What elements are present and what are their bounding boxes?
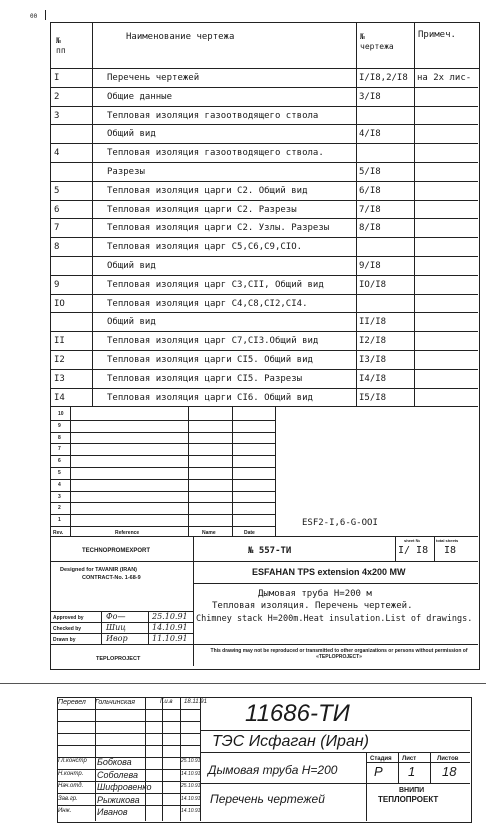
list-value: 1	[408, 764, 416, 779]
company: TECHNOPROMEXPORT	[82, 548, 151, 554]
row-sheet: 8/I8	[359, 223, 381, 234]
row-line	[50, 256, 478, 257]
stamp-title-1: Дымовая труба Н=200	[208, 763, 338, 777]
rev-number: 4	[58, 481, 61, 488]
row-number: 6	[54, 204, 60, 215]
row-sheet: I/I8,2/I8	[359, 73, 408, 83]
stamp-row-line	[57, 709, 200, 710]
row-title: Тепловая изоляция царг С5,С6,С9,СIO.	[107, 242, 303, 253]
rev-line	[50, 443, 275, 444]
stamp-date: 25.10.91	[181, 758, 201, 764]
row-number: I	[54, 73, 60, 83]
doc-code: ESF2-I,6-G-OOI	[302, 518, 378, 528]
rev-line	[50, 491, 275, 492]
rev-number: 5	[58, 470, 61, 476]
row-sheet: 5/I8	[359, 167, 381, 177]
total-sheets: I8	[444, 545, 457, 556]
row-line	[50, 275, 478, 276]
row-title: Общий вид	[107, 261, 156, 271]
stamp-line	[200, 730, 470, 731]
stamp-line	[200, 783, 366, 784]
rev-line	[50, 514, 275, 515]
row-title: Тепловая изоляция царги СI5. Разрезы	[107, 373, 303, 384]
row-title: Тепловая изоляция газоотводящего ствола	[107, 110, 319, 121]
row-title: Перечень чертежей	[107, 73, 200, 83]
approval-date: 11.10.91	[152, 634, 188, 643]
row-line	[50, 181, 478, 182]
rev-number: 6	[58, 458, 61, 465]
row-line	[50, 331, 478, 332]
num-col-header: № пп	[56, 36, 66, 55]
rev-line	[50, 526, 275, 527]
row-sheet: I2/I8	[359, 336, 387, 347]
row-line	[50, 87, 478, 88]
row-title: Тепловая изоляция царги С2. Разрезы	[107, 204, 297, 215]
list-label: Лист	[402, 756, 417, 762]
row-sheet: 6/I8	[359, 185, 381, 196]
row-number: I4	[54, 392, 65, 403]
approval-role: Approved by	[53, 615, 84, 621]
desc-en: Chimney stack H=200m.Heat insulation.List of drawings.	[196, 614, 473, 624]
translator-name: Гольчинская	[95, 699, 135, 706]
row-title: Тепловая изоляция царги С2. Общий вид	[107, 185, 308, 196]
translator-sign: Г.и.в	[160, 699, 173, 705]
row-title: Тепловая изоляция царги С2. Узлы. Разрезы	[107, 223, 330, 234]
row-sheet: II/I8	[359, 317, 387, 328]
stamp-col-line	[95, 697, 96, 821]
row-title: Общие данные	[107, 91, 173, 102]
row-number: 4	[54, 148, 60, 159]
row-title: Тепловая изоляция царг С4,С8,СI2,СI4.	[107, 298, 308, 309]
row-number: IO	[54, 298, 65, 309]
stage-value: Р	[374, 764, 383, 779]
stamp-line	[430, 752, 431, 783]
approval-signature: Ивор	[106, 634, 128, 643]
row-line	[50, 237, 478, 238]
rev-line	[50, 455, 275, 456]
row-sheet: 9/I8	[359, 261, 381, 271]
approval-date: 14.10.91	[152, 623, 188, 632]
row-number: 9	[54, 279, 60, 290]
stamp-date: 14.10.91	[181, 770, 201, 777]
doc-number: № 557-ТИ	[248, 546, 292, 556]
stamp-role: Зав.гр.	[58, 795, 78, 802]
stamp-name: Бобкова	[97, 757, 132, 767]
approval-role: Drawn by	[53, 637, 76, 643]
note-col-header: Примеч.	[418, 30, 456, 40]
row-line	[50, 294, 478, 295]
total-sheets-label: total sheets	[436, 538, 459, 543]
row-number: 3	[54, 110, 60, 121]
rev-number: 9	[58, 422, 61, 429]
row-line	[50, 106, 478, 107]
reference-label: Reference	[115, 530, 140, 536]
row-line	[50, 218, 478, 219]
stamp-col-line	[145, 697, 146, 821]
row-line	[50, 312, 478, 313]
rev-line	[50, 467, 275, 468]
rev-number: 10	[58, 411, 64, 417]
approval-signature: Шиц	[106, 623, 126, 632]
stamp-line	[366, 762, 470, 763]
crop-mark	[45, 10, 46, 20]
row-sheet: 4/I8	[359, 129, 381, 140]
stamp-name: Рыжикова	[97, 794, 140, 805]
rev-number: 1	[58, 517, 61, 524]
row-title: Тепловая изоляция газоотводящего ствола.	[107, 148, 324, 159]
project-title: ESFAHAN TPS extension 4x200 MW	[252, 567, 406, 577]
copyright-notice: This drawing may not be reproduced or transmitted to other organizations or persons without permission of «TEPLOPROJECT»	[210, 648, 468, 660]
row-note: на 2х лис-	[417, 73, 472, 83]
row-line	[50, 162, 478, 163]
row-line	[50, 350, 478, 351]
row-line	[50, 124, 478, 125]
row-sheet: I5/I8	[359, 392, 387, 403]
rev-label: Rev.	[53, 530, 64, 536]
row-title: Общий вид	[107, 129, 156, 140]
row-title: Тепловая изоляция царг С7,СI3.Общий вид	[107, 336, 319, 347]
row-line	[50, 388, 478, 389]
row-title: Тепловая изоляция царги СI5. Общий вид	[107, 355, 313, 365]
rev-line	[50, 502, 275, 503]
stamp-row-line	[57, 721, 200, 722]
rev-line	[50, 432, 275, 433]
desc-ru-1: Дымовая труба Н=200 м	[258, 589, 372, 599]
translator-role: Перевел	[58, 699, 86, 706]
org-line-2: ТЕПЛОПРОЕКТ	[378, 795, 439, 804]
stamp-code: 11686-ТИ	[245, 700, 350, 727]
row-number: I3	[54, 373, 65, 384]
row-number: II	[54, 336, 65, 347]
row-number: 7	[54, 223, 60, 234]
rev-number: 3	[58, 493, 61, 500]
row-sheet: I4/I8	[359, 373, 387, 384]
stamp-row-line	[57, 745, 200, 746]
stamp-row-line	[57, 805, 200, 806]
stamp-date: 14.10.91	[181, 795, 201, 802]
row-title: Тепловая изоляция царги СI6. Общий вид	[107, 392, 313, 403]
row-line	[50, 369, 478, 370]
stamp-line	[398, 752, 399, 783]
title-col-header: Наименование чертежа	[126, 32, 235, 42]
stamp-date: 14.10.91	[181, 808, 201, 814]
row-sheet: 7/I8	[359, 204, 381, 215]
stamp-col-line	[162, 697, 163, 821]
date-label: Date	[244, 530, 255, 536]
name-label: Name	[202, 530, 216, 536]
stamp-name: Шифровенко	[97, 782, 152, 792]
row-title: Общий вид	[107, 317, 156, 328]
row-line	[50, 200, 478, 201]
row-sheet: 3/I8	[359, 91, 381, 102]
stamp-name: Иванов	[97, 807, 128, 817]
designed-for: Designed for TAVANIR (IRAN)	[60, 567, 137, 573]
sheet-no-label: sheet №	[404, 538, 421, 543]
stamp-object: ТЭС Исфаган (Иран)	[212, 733, 369, 750]
stamp-role: Н.контр.	[58, 770, 84, 777]
left-mark: 00	[30, 13, 38, 20]
row-sheet: I3/I8	[359, 355, 387, 365]
sheets-label: Листов	[437, 756, 459, 762]
stamp-role: Нач.отд.	[58, 783, 84, 789]
stamp-line	[366, 783, 470, 784]
rev-number: 2	[58, 505, 61, 512]
approval-signature: Фо—	[106, 612, 126, 621]
row-number: 5	[54, 185, 60, 196]
row-number: 8	[54, 242, 60, 253]
approval-date: 25.10.91	[152, 612, 188, 621]
stamp-role: Гл.констр	[58, 758, 87, 764]
row-number: I2	[54, 355, 65, 365]
translator-date: 18.11.91	[184, 699, 207, 705]
stamp-name: Соболева	[97, 769, 138, 780]
sheets-value: 18	[442, 764, 457, 779]
stamp-role: Инж.	[58, 808, 72, 814]
row-sheet: IO/I8	[359, 279, 387, 290]
rev-number: 7	[58, 446, 61, 453]
row-title: Разрезы	[107, 167, 145, 177]
desc-ru-2: Тепловая изоляция. Перечень чертежей.	[212, 601, 413, 611]
sheet-no: I/ I8	[398, 545, 429, 556]
rev-number: 8	[58, 434, 61, 441]
row-line	[50, 143, 478, 144]
row-title: Тепловая изоляция царг С3,СII, Общий вид	[107, 279, 324, 290]
stamp-row-line	[57, 733, 200, 734]
sheet-col-header: № чертежа	[360, 32, 394, 51]
contract: CONTRACT-No. 1-68-9	[82, 575, 141, 581]
stamp-title-2: Перечень чертежей	[210, 792, 325, 806]
teploproject: TEPLOPROJECT	[96, 656, 141, 662]
stage-label: Стадия	[370, 756, 392, 762]
stamp-date: 25.10.91	[181, 783, 201, 789]
rev-line	[50, 420, 275, 421]
org-line-1: ВНИПИ	[399, 787, 425, 794]
rev-line	[50, 479, 275, 480]
row-number: 2	[54, 91, 60, 102]
approval-role: Checked by	[53, 626, 82, 632]
